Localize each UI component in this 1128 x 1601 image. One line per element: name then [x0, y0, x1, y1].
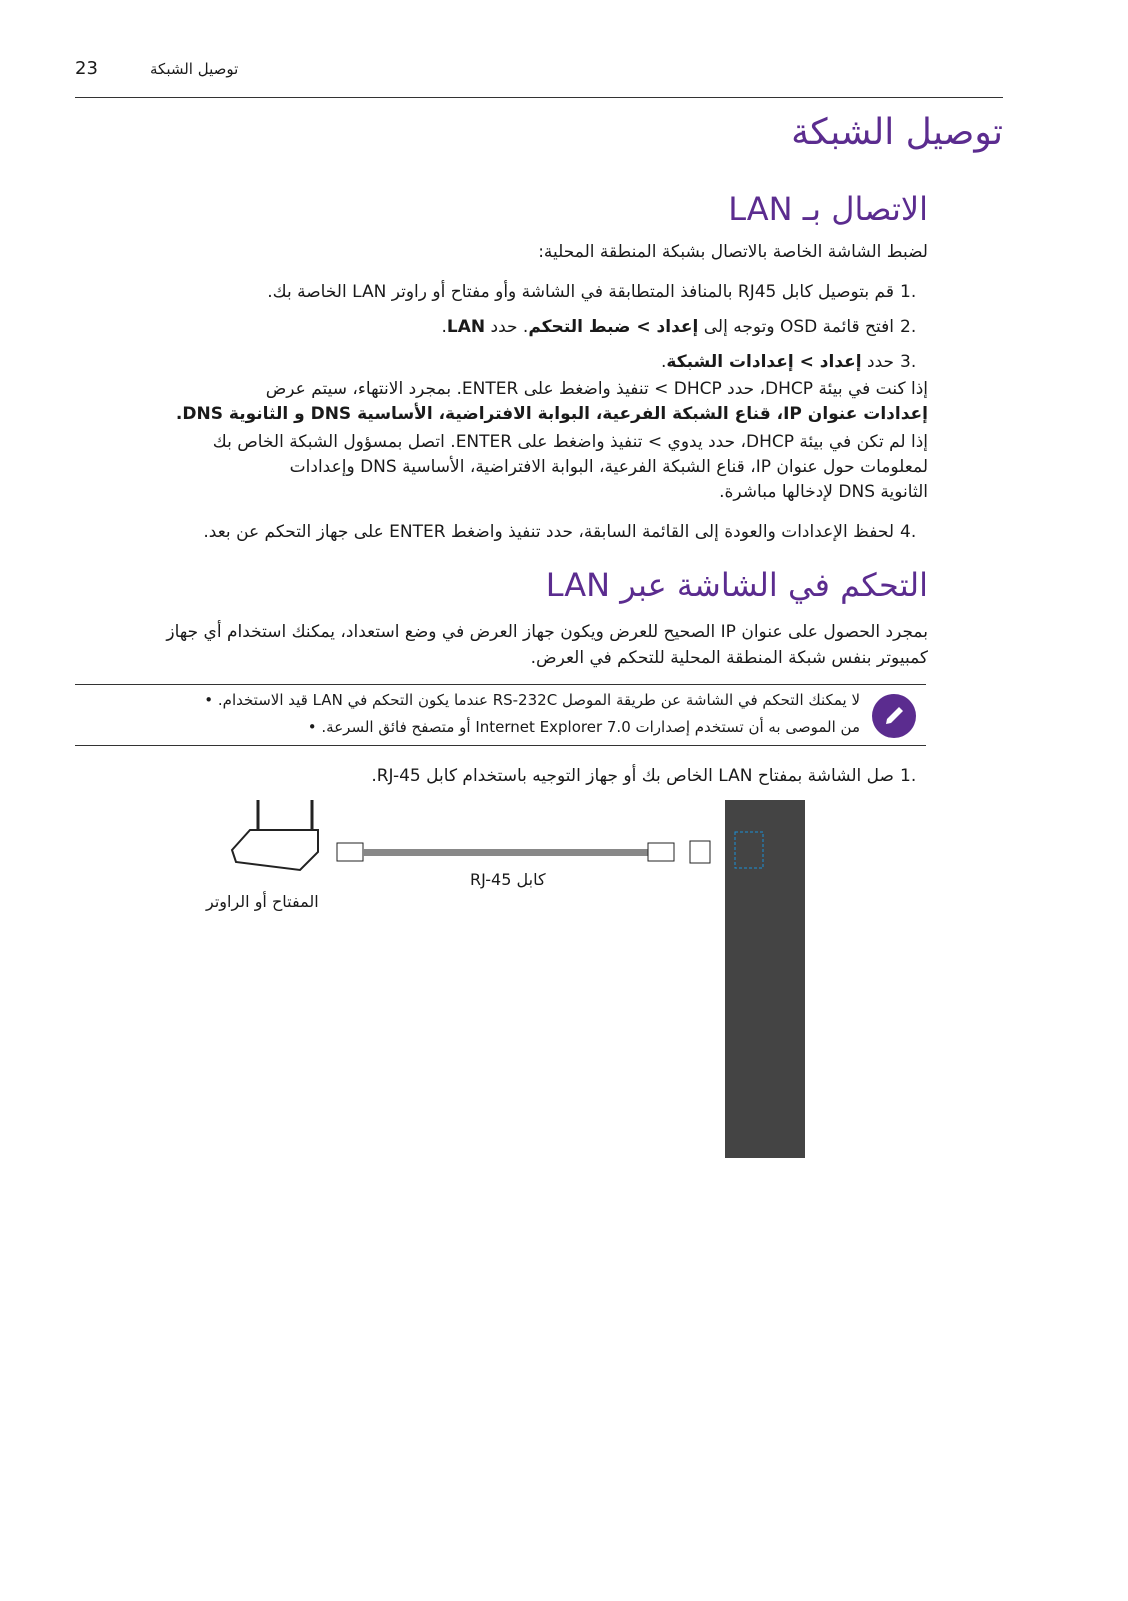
- page-title: توصيل الشبكة: [791, 112, 1003, 153]
- step-text: .: [441, 317, 447, 337]
- control-para-line1: بمجرد الحصول على عنوان IP الصحيح للعرض ويكون جهاز العرض في وضع استعداد، يمكنك استخدام أي جهاز: [166, 622, 928, 642]
- cable-connector-left: [337, 843, 363, 861]
- cable: [363, 849, 648, 856]
- step-number: 4.: [900, 522, 917, 542]
- step-3-manual-line2: لمعلومات حول عنوان IP، قناع الشبكة الفرعية، البوابة الافتراضية، الأساسية DNS وإعدادات: [289, 457, 928, 477]
- step-3-dhcp-line2: إعدادات عنوان IP، قناع الشبكة الفرعية، البوابة الافتراضية، الأساسية DNS و الثانوية DNS.: [175, 404, 928, 424]
- step-number: 1.: [900, 282, 917, 302]
- step-number: 1.: [900, 766, 917, 786]
- menu-path: إعداد > إعدادات الشبكة: [666, 352, 862, 372]
- connection-diagram: [0, 790, 1128, 1190]
- note-line-2: من الموصى به أن تستخدم إصدارات Internet Explorer 7.0 أو متصفح فائق السرعة. •: [307, 718, 860, 736]
- router-icon: [232, 800, 318, 870]
- page-number: 23: [75, 58, 98, 79]
- cable-label: كابل RJ-45: [470, 870, 546, 889]
- connect-step-1: [371, 764, 928, 789]
- note-line-1: لا يمكنك التحكم في الشاشة عن طريقة الموصل RS-232C عندما يكون التحكم في LAN قيد الاستخدام. •: [204, 691, 860, 709]
- router-label: المفتاح أو الراوتر: [206, 892, 319, 911]
- step-text: حدد: [861, 352, 894, 372]
- control-para-line2: كمبيوتر بنفس شبكة المنطقة المحلية للتحكم في العرض.: [530, 648, 928, 668]
- section-heading-lan: الاتصال بـ LAN: [728, 190, 928, 228]
- pencil-icon: [872, 694, 916, 738]
- lan-port-icon: [690, 841, 710, 863]
- cable-connector-right: [648, 843, 674, 861]
- option-lan: LAN: [446, 317, 486, 337]
- running-header: توصيل الشبكة: [150, 60, 239, 78]
- intro-text: لضبط الشاشة الخاصة بالاتصال بشبكة المنطقة المحلية:: [538, 242, 928, 262]
- header-rule: [75, 97, 1003, 98]
- step-3-manual-line1: إذا لم تكن في بيئة DHCP، حدد يدوي > تنفيذ واضغط على ENTER. اتصل بمسؤول الشبكة الخاص بك: [212, 432, 928, 452]
- menu-path: إعداد > ضبط التحكم: [528, 317, 699, 337]
- display-rear-panel: [725, 800, 805, 1158]
- step-3-manual-line3: الثانوية DNS لإدخالها مباشرة.: [719, 482, 928, 502]
- step-3: [661, 350, 928, 375]
- step-number: 2.: [900, 317, 917, 337]
- note-box: [75, 684, 926, 746]
- step-3-dhcp-line1: إذا كنت في بيئة DHCP، حدد DHCP > تنفيذ واضغط على ENTER. بمجرد الانتهاء، سيتم عرض: [265, 379, 928, 399]
- step-text: لحفظ الإعدادات والعودة إلى القائمة السابقة، حدد تنفيذ واضغط ENTER على جهاز التحكم عن بعد.: [203, 522, 894, 542]
- step-text: افتح قائمة OSD وتوجه إلى: [698, 317, 894, 337]
- section-heading-control: التحكم في الشاشة عبر LAN: [545, 566, 928, 604]
- step-text: صل الشاشة بمفتاح LAN الخاص بك أو جهاز التوجيه باستخدام كابل RJ-45.: [371, 766, 894, 786]
- step-number: 3.: [900, 352, 917, 372]
- step-text: . حدد: [485, 317, 529, 337]
- step-1: [267, 280, 928, 305]
- step-text: .: [661, 352, 667, 372]
- step-text: قم بتوصيل كابل RJ45 بالمنافذ المتطابقة في الشاشة وأو مفتاح أو راوتر LAN الخاصة بك.: [267, 282, 894, 302]
- step-2: [442, 315, 929, 340]
- step-4: [203, 520, 928, 545]
